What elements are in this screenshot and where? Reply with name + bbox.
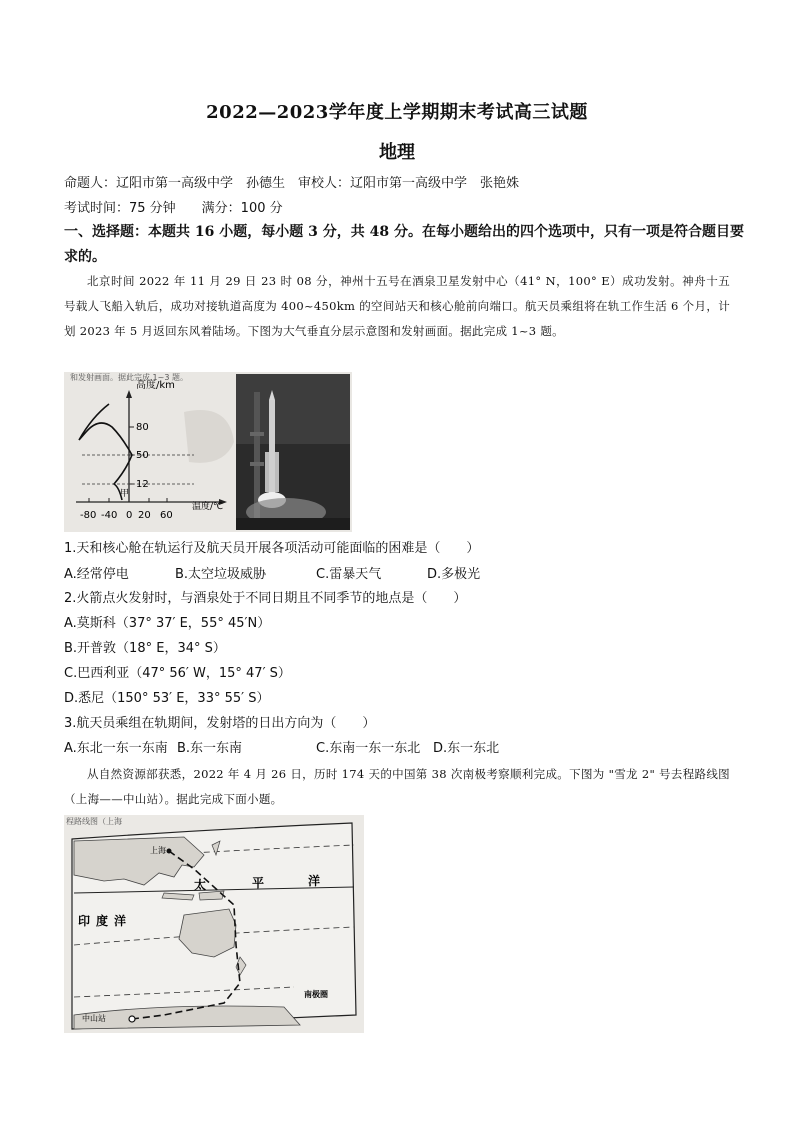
q3-option-c[interactable]: C.东南一东一东北 (316, 741, 421, 756)
q1-option-a[interactable]: A.经常停电 (64, 567, 129, 582)
label-shanghai: 上海 (150, 846, 166, 855)
rocket-icon (269, 400, 275, 495)
figure-atmosphere-launch (64, 372, 352, 532)
label-pacific-3: 洋 (308, 874, 321, 888)
shanghai-marker-icon (167, 849, 172, 854)
marker-jia: 甲 (120, 489, 130, 499)
passage-2: 从自然资源部获悉，2022 年 4 月 26 日，历时 174 天的中国第 38 次南极考察顺利完成。下图为 "雪龙 2" 号去程路线图（上海——中山站）。据此完成下面小题。 (64, 767, 730, 806)
launch-photo (236, 374, 350, 530)
label-indian-3: 洋 (114, 914, 127, 928)
y-tick-80: 80 (136, 422, 149, 433)
exam-info-line: 考试时间：75 分钟 满分：100 分 (64, 201, 283, 216)
x-tick-0: 0 (126, 510, 133, 521)
q1-option-d[interactable]: D.多极光 (427, 567, 481, 582)
q3-option-b[interactable]: B.东一东南 (177, 741, 243, 756)
subject-title: 地理 (379, 142, 415, 163)
q1-option-b[interactable]: B.太空垃圾威胁 (175, 567, 267, 582)
x-axis-label: 温度/℃ (192, 502, 224, 512)
x-tick-minus80: -80 (80, 510, 97, 521)
section-heading: 一、选择题：本题共 16 小题，每小题 3 分，共 48 分。在每小题给出的四个选项中，只有一项是符合题目要求的。 (64, 224, 744, 265)
figure-route-map (64, 815, 364, 1033)
label-pacific-2: 平 (252, 876, 265, 890)
q3-option-d[interactable]: D.东一东北 (433, 741, 500, 756)
x-tick-minus40: -40 (101, 510, 118, 521)
figure1-caption-fragment: 和发射画面。据此完成 1~3 题。 (70, 373, 188, 382)
question-1-stem: 1.天和核心舱在轨运行及航天员开展各项活动可能面临的困难是（ ） (64, 541, 480, 556)
passage-1: 北京时间 2022 年 11 月 29 日 23 时 08 分，神州十五号在酒泉卫星发射中心（41° N，100° E）成功发射。神舟十五号载人飞船入轨后，成功对接轨道高度为 400~450km 的空间站天和核心舱前向端口。航天员乘组将在轨工作生活 6 个月，计划 2023 年 5 月返回东风着陆场。下图为大气垂直分层示意图和发射画面。据此完成 1~3 题。 (64, 274, 730, 338)
question-2-stem: 2.火箭点火发射时，与酒泉处于不同日期且不同季节的地点是（ ） (64, 591, 467, 606)
y-tick-12: 12 (136, 479, 149, 490)
authors-line: 命题人：辽阳市第一高级中学 孙德生 审校人：辽阳市第一高级中学 张艳姝 (64, 176, 520, 191)
label-antarctic-circle: 南极圈 (304, 990, 328, 999)
y-axis-label: 高度/km (136, 380, 175, 391)
label-pacific-1: 太 (194, 878, 207, 892)
q2-option-c[interactable]: C.巴西利亚（47° 56′ W，15° 47′ S） (64, 666, 291, 681)
y-tick-50: 50 (136, 450, 149, 461)
q2-option-b[interactable]: B.开普敦（18° E，34° S） (64, 641, 226, 656)
zhongshan-marker-icon (129, 1016, 135, 1022)
label-indian-1: 印 (78, 914, 91, 928)
q2-option-a[interactable]: A.莫斯科（37° 37′ E，55° 45′N） (64, 616, 271, 631)
x-tick-20: 20 (138, 510, 151, 521)
figure2-caption-fragment: 程路线图（上海 (66, 817, 122, 826)
exam-title: 2022—2023学年度上学期期末考试高三试题 (206, 102, 588, 123)
label-zhongshan: 中山站 (82, 1014, 106, 1023)
x-tick-60: 60 (160, 510, 173, 521)
label-indian-2: 度 (96, 914, 109, 928)
q2-option-d[interactable]: D.悉尼（150° 53′ E，33° 55′ S） (64, 691, 270, 706)
q3-option-a[interactable]: A.东北一东一东南 (64, 741, 168, 756)
q1-option-c[interactable]: C.雷暴天气 (316, 567, 382, 582)
question-3-stem: 3.航天员乘组在轨期间，发射塔的日出方向为（ ） (64, 716, 376, 731)
